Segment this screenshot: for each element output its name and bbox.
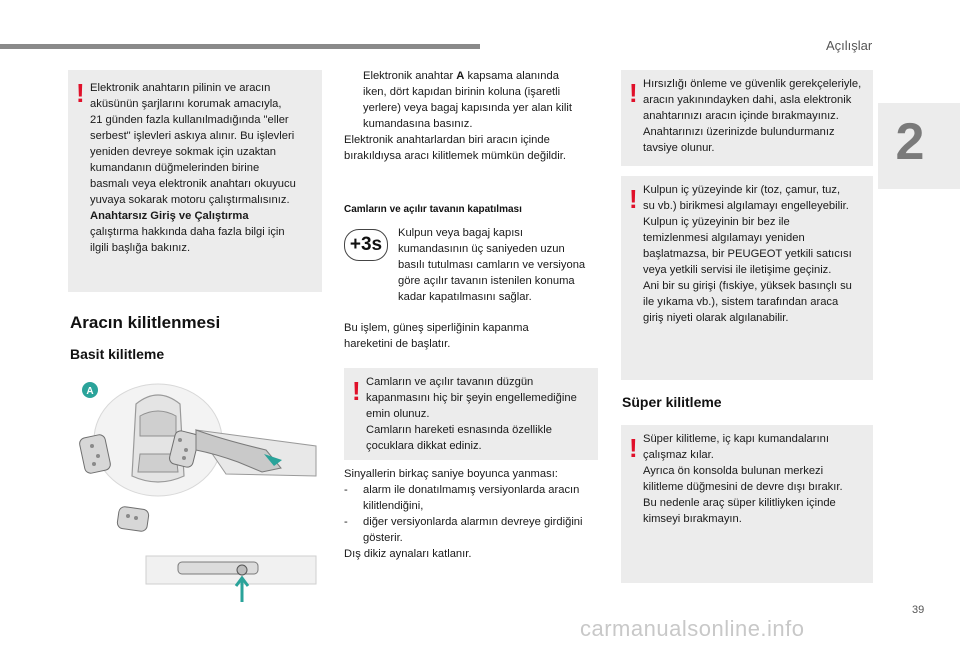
text-line: kilitleme düğmesini de devre dışı bırakır. [643, 481, 843, 493]
text-line: temizlenmesi algılamayı yeniden [643, 232, 805, 244]
warning-box-battery [68, 70, 322, 292]
text-line: Kulpun veya bagaj kapısı [398, 227, 524, 239]
text-line: alarm ile donatılmamış versiyonlarda aracın [363, 484, 580, 496]
text-line: Ani bir su girişi (fıskiye, yüksek basınçlı su [643, 280, 852, 292]
text-line: Süper kilitleme, iç kapı kumandalarını [643, 433, 829, 445]
text-line: aküsünün şarjlarını korumak amacıyla, [90, 98, 282, 110]
text-line: hareketini de başlatır. [344, 338, 451, 350]
warning-text [643, 182, 871, 326]
dash-marker: - [344, 516, 348, 528]
plus-3s-icon: +3s [344, 229, 388, 261]
section-title: Açılışlar [826, 38, 873, 53]
text-line: kapanmasını hiç bir şeyin engellemediğine [366, 392, 577, 404]
bullet-paragraph [344, 68, 600, 164]
text-line: bırakıldıysa aracı kilitlemek mümkün değildir. [344, 150, 566, 162]
text-line: Anahtarınızı üzerinizde bulundurmanız [643, 126, 835, 138]
key-fob-rear [117, 506, 150, 532]
text-line: çalışmaz kılar. [643, 449, 714, 461]
text-line: Elektronik anahtarlardan biri aracın içinde [344, 134, 550, 146]
keyless-lock-illustration [76, 376, 322, 602]
badge-paragraph [398, 225, 603, 305]
text-line: Bu nedenle araç süper kilitliyken içinde [643, 497, 836, 509]
text-line: kumandanın düğmelerinden birine [90, 162, 260, 174]
text-line: ilgili başlığa bakınız. [90, 242, 191, 254]
watermark: carmanualsonline.info [580, 616, 805, 641]
text-line: kadar kapatılmasını sağlar. [398, 291, 532, 303]
text-line: başlatmazsa, bir PEUGEOT yetkili satıcısı [643, 248, 852, 260]
warning-icon: ! [76, 78, 85, 108]
page-number: 39 [912, 604, 925, 616]
header-rule [0, 44, 480, 49]
bullet-text: Elektronik anahtar [363, 70, 457, 82]
list-item [344, 514, 604, 546]
text-line: serbest" işlevleri askıya alınır. Bu işlevleri [90, 130, 295, 142]
text-line: yerlere) veya bagaj kapısında yer alan kilit [363, 102, 572, 114]
subsection-heading: Basit kilitleme [70, 346, 165, 362]
text-line: veya yetkili servisi ile iletişime geçiniz. [643, 264, 832, 276]
text-line: Hırsızlığı önleme ve güvenlik gerekçeleriyle, [643, 78, 862, 90]
warning-text [643, 76, 871, 156]
text-line-bold: Anahtarsız Giriş ve Çalıştırma [90, 210, 249, 222]
warning-box-theft [621, 70, 873, 166]
text-line: Ayrıca ön konsolda bulunan merkezi [643, 465, 824, 477]
text-line: ile yıkama vb.), sistem tarafından araca [643, 296, 839, 308]
text-line: kilitlendiğini, [363, 500, 424, 512]
text-line: göre açılır tavanın istenilen konuma [398, 275, 575, 287]
text-line: Elektronik anahtarın pilinin ve aracın [90, 82, 271, 94]
text-line: çalıştırma hakkında daha fazla bilgi için [90, 226, 285, 238]
list-item [344, 482, 604, 514]
warning-box-windows [344, 368, 598, 460]
section-heading: Aracın kilitlenmesi [70, 313, 221, 332]
text-line: giriş niyeti olarak algılanabilir. [643, 312, 789, 324]
warning-text [366, 374, 594, 454]
text-line: Bu işlem, güneş siperliğinin kapanma [344, 322, 529, 334]
bullet-text: kapsama alanında [464, 70, 559, 82]
text-line: su vb.) birikmesi algılamayı engelleyebilir. [643, 200, 849, 212]
warning-box-dirt [621, 176, 873, 380]
dash-marker: - [344, 484, 348, 496]
warning-box-superlock [621, 425, 873, 583]
text-line: kumandasına basınız. [363, 118, 473, 130]
sunblind-paragraph [344, 320, 600, 352]
warning-icon: ! [352, 376, 361, 406]
text-line: Dış dikiz aynaları katlanır. [344, 548, 472, 560]
text-line: emin olunuz. [366, 408, 430, 420]
text-line: diğer versiyonlarda alarmın devreye girdiğini [363, 516, 583, 528]
window-closing-heading: Camların ve açılır tavanın kapatılması [344, 204, 522, 215]
marker-a-label: A [86, 386, 94, 397]
text-line: Kulpun iç yüzeyinde kir (toz, çamur, tuz, [643, 184, 841, 196]
text-line: anahtarınızı aracın içinde bırakmayınız. [643, 110, 839, 122]
arrow-up-icon [236, 578, 248, 602]
warning-icon: ! [629, 433, 638, 463]
text-line: Camların ve açılır tavanın düzgün [366, 376, 534, 388]
tailgate-button-icon [237, 565, 247, 575]
text-line: kumandasının üç saniyeden uzun [398, 243, 565, 255]
super-lock-heading: Süper kilitleme [622, 394, 722, 410]
chapter-number: 2 [895, 113, 925, 171]
text-line: gösterir. [363, 532, 403, 544]
text-line: kimseyi bırakmayın. [643, 513, 742, 525]
warning-icon: ! [629, 78, 638, 108]
text-line: yuvaya sokarak motoru çalıştırmalısınız. [90, 194, 290, 206]
text-line: çocuklara dikkat ediniz. [366, 440, 482, 452]
text-line: Camların hareketi esnasında özellikle [366, 424, 552, 436]
warning-icon: ! [629, 184, 638, 214]
text-line: basılı tutulması camların ve versiyona [398, 259, 586, 271]
text-line: Sinyallerin birkaç saniye boyunca yanması: [344, 468, 558, 480]
text-line: 21 günden fazla kullanılmadığında "eller [90, 114, 289, 126]
signals-paragraph [344, 466, 604, 562]
text-line: yeniden devreye sokmak için uzaktan [90, 146, 276, 158]
bullet-line [344, 68, 600, 84]
text-line: aracın yakınındayken dahi, asla elektronik [643, 94, 852, 106]
bullet-ref: A [456, 70, 465, 82]
text-line: basmalı veya elektronik anahtarı okuyucu [90, 178, 296, 190]
text-line: Kulpun iç yüzeyinin bir bez ile [643, 216, 790, 228]
warning-text [643, 431, 871, 527]
warning-text [90, 80, 318, 256]
text-line: tavsiye olunur. [643, 142, 715, 154]
text-line: iken, dört kapıdan birinin koluna (işaretli [363, 86, 561, 98]
